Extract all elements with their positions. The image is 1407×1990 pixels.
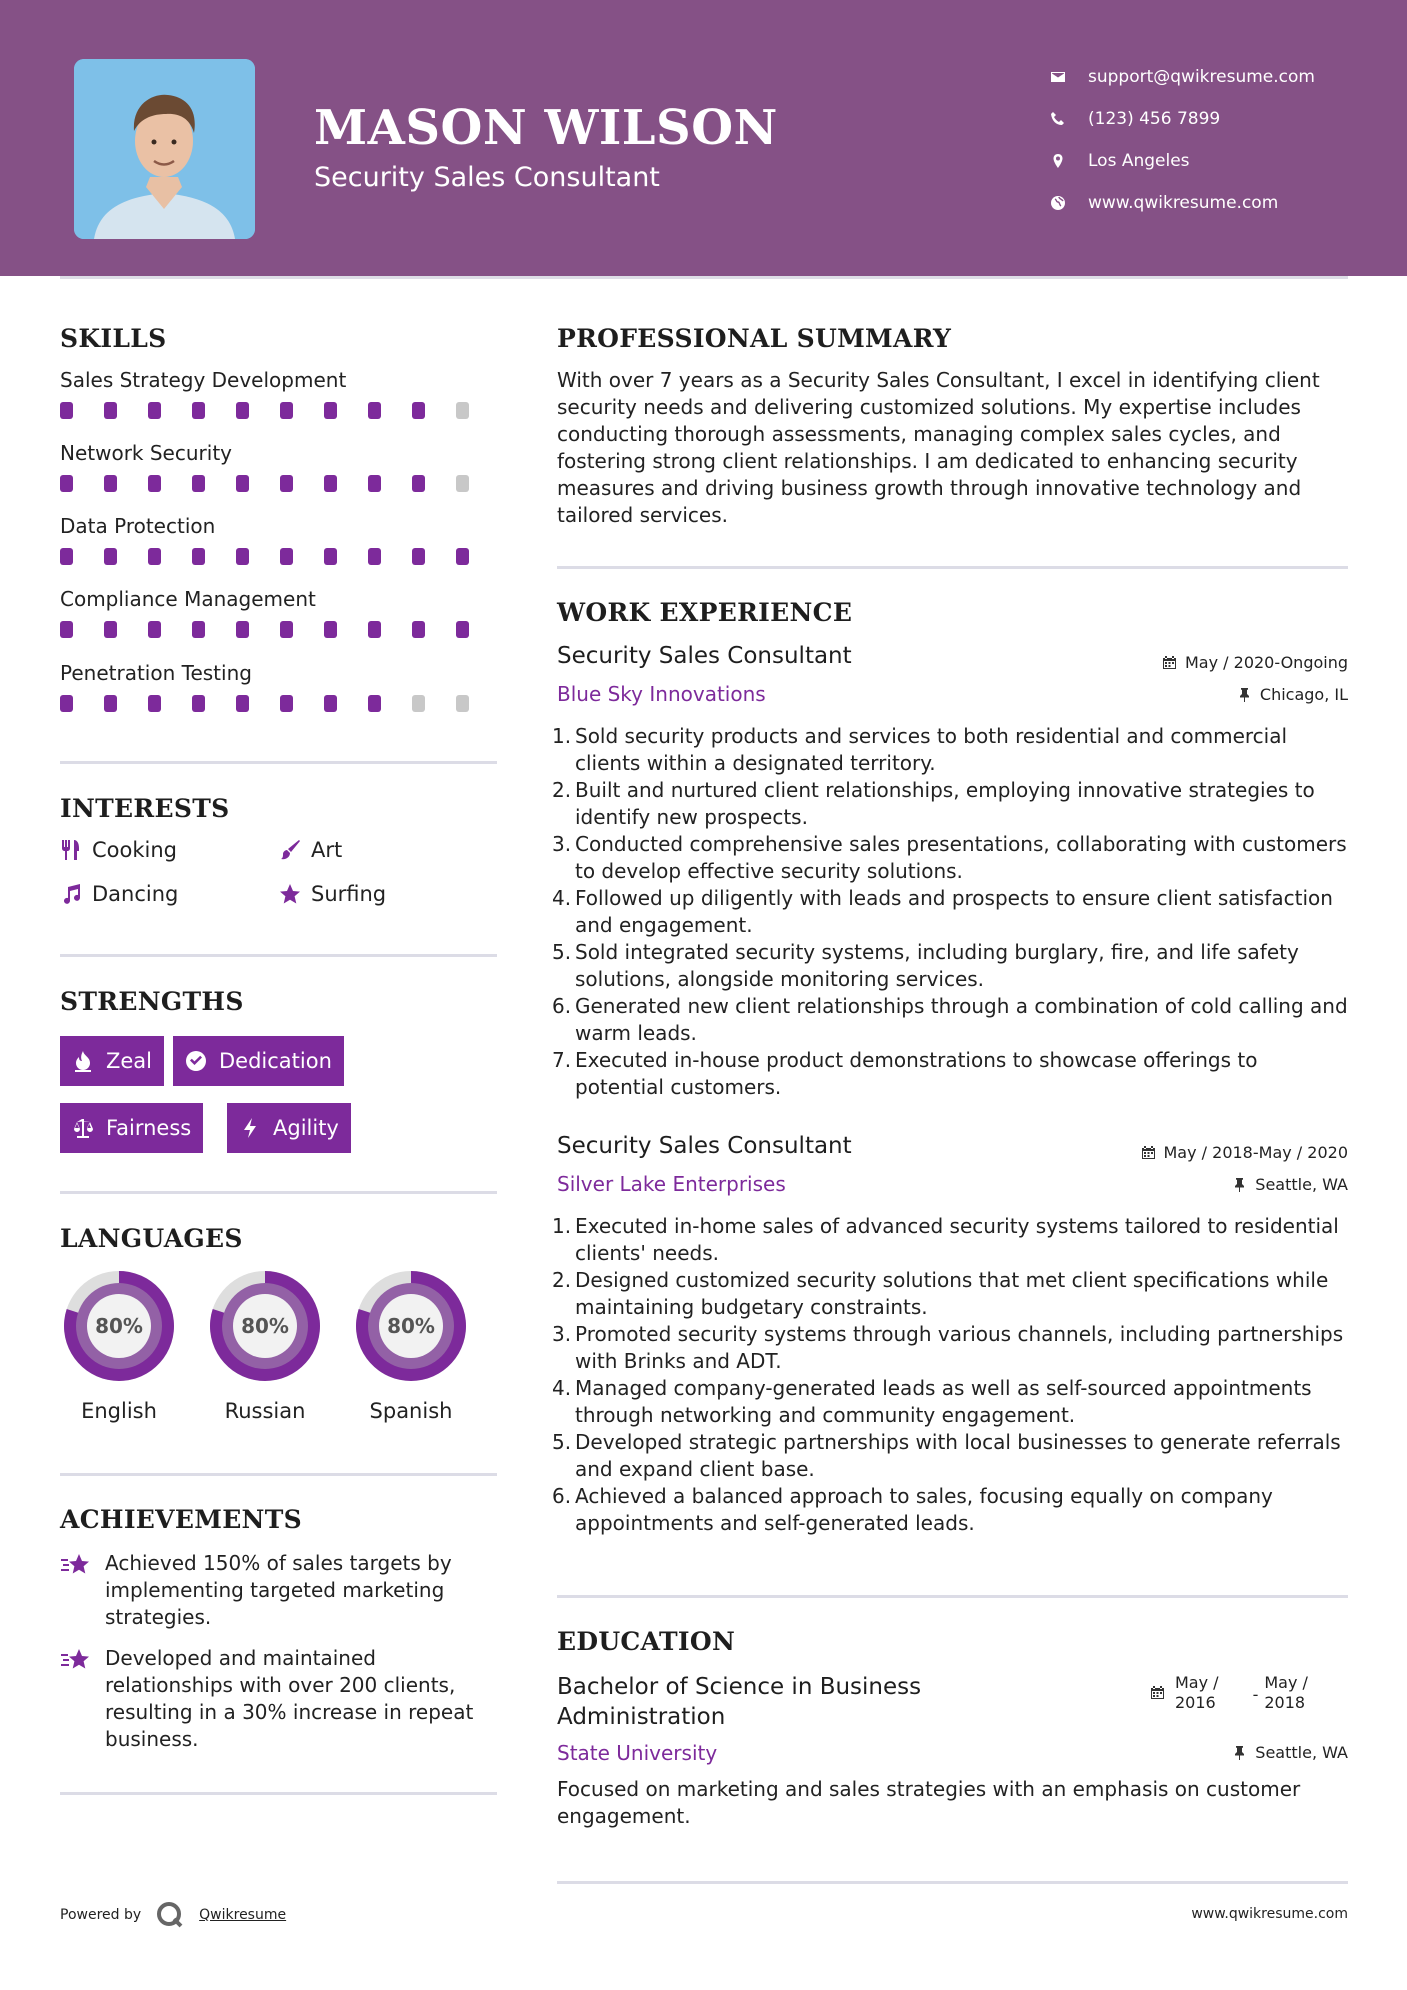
bullet-text: Executed in-home sales of advanced security systems tailored to residential clients' needs. — [575, 1214, 1339, 1265]
skill-dot-empty — [456, 695, 469, 712]
education-dates — [1150, 1673, 1308, 1713]
language-percent: 80% — [387, 1314, 435, 1338]
bullet-number: 3. — [552, 1322, 572, 1346]
interest-item — [279, 838, 342, 862]
skill-dot-filled — [368, 475, 381, 492]
bullet-number: 6. — [552, 1484, 572, 1508]
job-location-text: Seattle, WA — [1255, 1175, 1348, 1194]
contact-location — [1050, 140, 1315, 182]
interest-item — [60, 838, 177, 862]
achievements-heading: ACHIEVEMENTS — [60, 1505, 302, 1534]
language-item — [350, 1265, 472, 1423]
powered-by-text: Powered by — [60, 1907, 142, 1923]
skill-name: Sales Strategy Development — [60, 368, 347, 392]
check-circle-icon — [185, 1050, 207, 1072]
language-name: Russian — [224, 1399, 306, 1423]
contact-location-text: Los Angeles — [1088, 151, 1190, 171]
languages-heading: LANGUAGES — [60, 1224, 243, 1253]
pushpin-icon — [1232, 1745, 1247, 1760]
skill-dot-filled — [60, 475, 73, 492]
bullet-text: Sold security products and services to both residential and commercial clients within a designated territory. — [575, 724, 1288, 775]
section-divider — [557, 1595, 1348, 1598]
resume-header — [0, 0, 1407, 276]
interest-item — [60, 882, 178, 906]
skill-dot-filled — [456, 548, 469, 565]
contact-phone[interactable] — [1050, 98, 1315, 140]
language-donut — [350, 1265, 472, 1387]
summary-heading: PROFESSIONAL SUMMARY — [557, 324, 952, 353]
bullet-text: Built and nurtured client relationships, employing innovative strategies to identify new prospects. — [575, 778, 1315, 829]
language-name: Spanish — [369, 1399, 453, 1423]
footer-branding — [60, 1900, 286, 1930]
job-location — [1237, 685, 1348, 704]
bullet-number: 5. — [552, 1430, 572, 1454]
skill-dot-filled — [324, 402, 337, 419]
skill-dot-filled — [104, 475, 117, 492]
job-dates-text: May / 2020-Ongoing — [1185, 653, 1348, 672]
skill-item — [60, 514, 500, 565]
skill-dot-filled — [60, 402, 73, 419]
calendar-icon — [1141, 1145, 1156, 1160]
skill-dot-empty — [412, 695, 425, 712]
section-divider — [60, 954, 497, 957]
paintbrush-icon — [279, 839, 301, 861]
bullet-text: Developed strategic partnerships with local businesses to generate referrals and expand client base. — [575, 1430, 1341, 1481]
skill-rating — [60, 695, 500, 712]
skill-dot-filled — [148, 695, 161, 712]
location-pin-icon — [1050, 153, 1066, 169]
award-star-icon — [60, 1647, 92, 1675]
education-description: Focused on marketing and sales strategies with an emphasis on customer engagement. — [557, 1777, 1301, 1828]
interest-item — [279, 882, 386, 906]
skill-dot-filled — [280, 695, 293, 712]
education-end-year: 2018 — [1264, 1693, 1306, 1712]
skill-dot-filled — [368, 695, 381, 712]
skill-dot-filled — [324, 548, 337, 565]
skill-dot-filled — [280, 548, 293, 565]
school-name: State University — [557, 1741, 718, 1765]
footer-website[interactable]: www.qwikresume.com — [1191, 1906, 1348, 1922]
lightning-icon — [239, 1117, 261, 1139]
strength-label: Zeal — [106, 1049, 153, 1073]
skill-dot-filled — [60, 695, 73, 712]
job-bullet — [552, 939, 1352, 993]
skill-dot-empty — [456, 475, 469, 492]
job-dates-text: May / 2018-May / 2020 — [1163, 1143, 1348, 1162]
strength-badge — [227, 1103, 351, 1153]
skill-item — [60, 368, 500, 419]
education-end-month: May / — [1264, 1673, 1308, 1692]
language-item — [58, 1265, 180, 1423]
skill-dot-filled — [368, 621, 381, 638]
experience-heading: WORK EXPERIENCE — [557, 598, 853, 627]
strength-label: Fairness — [106, 1116, 192, 1140]
skill-dot-filled — [104, 621, 117, 638]
skill-dot-filled — [60, 621, 73, 638]
degree-title — [557, 1672, 921, 1732]
skill-name: Penetration Testing — [60, 661, 252, 685]
language-donut — [58, 1265, 180, 1387]
achievement-item — [60, 1550, 500, 1631]
job-dates — [1141, 1143, 1349, 1162]
bullet-text: Generated new client relationships through a combination of cold calling and warm leads. — [575, 994, 1348, 1045]
bullet-text: Followed up diligently with leads and prospects to ensure client satisfaction and engagement. — [575, 886, 1333, 937]
email-icon — [1050, 69, 1066, 85]
brand-link[interactable]: Qwikresume — [199, 1907, 287, 1923]
globe-icon — [1050, 195, 1066, 211]
bullet-number: 5. — [552, 940, 572, 964]
skill-dot-filled — [236, 475, 249, 492]
bullet-number: 7. — [552, 1048, 572, 1072]
pushpin-icon — [1232, 1177, 1247, 1192]
achievement-item — [60, 1645, 500, 1753]
job-bullet — [552, 1047, 1352, 1101]
skill-dot-filled — [104, 548, 117, 565]
job-bullet — [552, 1483, 1352, 1537]
contact-website[interactable] — [1050, 182, 1315, 224]
interest-label: Dancing — [92, 882, 179, 906]
calendar-icon — [1150, 1685, 1165, 1700]
job-bullet — [552, 1375, 1352, 1429]
achievement-text: Developed and maintained relationships with over 200 clients, resulting in a 30% increase in repeat business. — [105, 1646, 474, 1751]
strength-badge — [60, 1036, 164, 1086]
bullet-number: 4. — [552, 1376, 572, 1400]
education-start — [1175, 1673, 1219, 1713]
job-bullet — [552, 831, 1352, 885]
skill-dot-filled — [148, 548, 161, 565]
skill-rating — [60, 548, 500, 565]
job-bullet — [552, 1213, 1352, 1267]
job-bullet — [552, 1429, 1352, 1483]
bullet-number: 3. — [552, 832, 572, 856]
education-heading: EDUCATION — [557, 1627, 736, 1656]
skill-dot-filled — [192, 695, 205, 712]
language-percent: 80% — [241, 1314, 289, 1338]
skill-dot-filled — [192, 402, 205, 419]
pushpin-icon — [1237, 687, 1252, 702]
education-end — [1264, 1673, 1308, 1713]
contact-website-text: www.qwikresume.com — [1088, 193, 1279, 213]
utensils-icon — [60, 839, 82, 861]
skills-heading: SKILLS — [60, 324, 167, 353]
job-bullet — [552, 1321, 1352, 1375]
job-bullets — [552, 1213, 1352, 1537]
language-item — [204, 1265, 326, 1423]
job-title: Security Sales Consultant — [557, 643, 852, 669]
skill-dot-filled — [148, 621, 161, 638]
skill-dot-filled — [236, 695, 249, 712]
skill-dot-filled — [280, 402, 293, 419]
section-divider — [60, 1191, 497, 1194]
bullet-number: 1. — [552, 724, 572, 748]
contact-email[interactable] — [1050, 56, 1315, 98]
job-location-text: Chicago, IL — [1259, 685, 1348, 704]
skill-dot-filled — [60, 548, 73, 565]
skill-dot-filled — [192, 548, 205, 565]
skill-dot-filled — [104, 695, 117, 712]
company-name: Silver Lake Enterprises — [557, 1172, 786, 1196]
skill-item — [60, 441, 500, 492]
education-location-text: Seattle, WA — [1255, 1743, 1348, 1762]
award-star-icon — [60, 1552, 92, 1580]
skill-rating — [60, 621, 500, 638]
degree-line: Bachelor of Science in Business — [557, 1674, 922, 1700]
candidate-title: Security Sales Consultant — [314, 162, 660, 193]
skill-dot-filled — [412, 621, 425, 638]
interest-label: Surfing — [311, 882, 387, 906]
strength-label: Agility — [273, 1116, 339, 1140]
bullet-number: 2. — [552, 1268, 572, 1292]
bullet-number: 1. — [552, 1214, 572, 1238]
skill-dot-filled — [324, 475, 337, 492]
strengths-heading: STRENGTHS — [60, 987, 244, 1016]
company-name: Blue Sky Innovations — [557, 682, 766, 706]
job-bullet — [552, 885, 1352, 939]
skill-dot-filled — [104, 402, 117, 419]
contact-email-text: support@qwikresume.com — [1088, 67, 1315, 87]
bullet-text: Achieved a balanced approach to sales, focusing equally on company appointments and self-generated leads. — [575, 1484, 1273, 1535]
section-divider — [60, 1473, 497, 1476]
skill-item — [60, 587, 500, 638]
section-divider — [60, 761, 497, 764]
skill-dot-filled — [324, 695, 337, 712]
job-bullet — [552, 723, 1352, 777]
bullet-text: Designed customized security solutions that met client specifications while maintaining budgetary constraints. — [575, 1268, 1329, 1319]
section-divider — [557, 1881, 1348, 1884]
flame-icon — [72, 1050, 94, 1072]
skill-dot-empty — [456, 402, 469, 419]
job-bullet — [552, 777, 1352, 831]
section-divider — [557, 566, 1348, 569]
education-start-month: May / — [1175, 1673, 1219, 1692]
skill-dot-filled — [236, 402, 249, 419]
skill-name: Compliance Management — [60, 587, 316, 611]
skill-dot-filled — [368, 402, 381, 419]
language-name: English — [81, 1399, 157, 1423]
bullet-text: Conducted comprehensive sales presentations, collaborating with customers to develop effective security solutions. — [575, 832, 1347, 883]
profile-photo — [74, 59, 255, 239]
candidate-name: MASON WILSON — [314, 100, 778, 156]
contact-phone-text: (123) 456 7899 — [1088, 109, 1221, 129]
strength-label: Dedication — [219, 1049, 332, 1073]
skill-dot-filled — [412, 402, 425, 419]
skill-dot-filled — [324, 621, 337, 638]
bullet-number: 4. — [552, 886, 572, 910]
balance-scale-icon — [72, 1117, 94, 1139]
skill-dot-filled — [456, 621, 469, 638]
summary-text: With over 7 years as a Security Sales Consultant, I excel in identifying client security needs and delivering customized solutions. My expertise includes conducting thorough assessments, managing complex sales cycles, and fostering strong client relationships. I am dedicated to enhancing security measures and driving business growth through innovative technology and tailored services. — [557, 368, 1320, 527]
bullet-number: 2. — [552, 778, 572, 802]
interests-heading: INTERESTS — [60, 794, 230, 823]
music-note-icon — [60, 883, 82, 905]
interest-label: Cooking — [92, 838, 177, 862]
date-separator: - — [1252, 1685, 1259, 1704]
section-divider — [60, 1792, 497, 1795]
skill-dot-filled — [280, 621, 293, 638]
job-bullet — [552, 1267, 1352, 1321]
skill-dot-filled — [368, 548, 381, 565]
skill-rating — [60, 475, 500, 492]
bullet-text: Managed company-generated leads as well as self-sourced appointments through networking and community engagement. — [575, 1376, 1312, 1427]
skill-dot-filled — [236, 621, 249, 638]
skill-dot-filled — [412, 475, 425, 492]
calendar-icon — [1162, 655, 1177, 670]
education-location — [1232, 1743, 1348, 1762]
phone-icon — [1050, 111, 1066, 127]
skill-item — [60, 661, 500, 712]
contact-list — [1050, 56, 1315, 224]
skill-name: Network Security — [60, 441, 232, 465]
skill-name: Data Protection — [60, 514, 216, 538]
skill-dot-filled — [148, 475, 161, 492]
skill-dot-filled — [236, 548, 249, 565]
interest-label: Art — [311, 838, 343, 862]
job-location — [1232, 1175, 1348, 1194]
strength-badge — [60, 1103, 203, 1153]
degree-line: Administration — [557, 1704, 726, 1730]
skill-dot-filled — [148, 402, 161, 419]
qwikresume-logo-icon — [155, 1900, 185, 1930]
bullet-number: 6. — [552, 994, 572, 1018]
language-percent: 80% — [95, 1314, 143, 1338]
language-donut — [204, 1265, 326, 1387]
header-divider — [60, 276, 1348, 279]
skill-dot-filled — [192, 475, 205, 492]
skill-dot-filled — [412, 548, 425, 565]
skill-dot-filled — [192, 621, 205, 638]
strength-badge — [173, 1036, 344, 1086]
job-dates — [1162, 653, 1348, 672]
job-bullets — [552, 723, 1352, 1101]
job-bullet — [552, 993, 1352, 1047]
education-start-year: 2016 — [1175, 1693, 1216, 1712]
star-icon — [279, 883, 301, 905]
achievement-text: Achieved 150% of sales targets by implementing targeted marketing strategies. — [105, 1551, 452, 1629]
bullet-text: Executed in-house product demonstrations to showcase offerings to potential customers. — [575, 1048, 1258, 1099]
job-title: Security Sales Consultant — [557, 1133, 852, 1159]
bullet-text: Sold integrated security systems, including burglary, fire, and life safety solutions, alongside monitoring services. — [575, 940, 1299, 991]
skill-rating — [60, 402, 500, 419]
bullet-text: Promoted security systems through various channels, including partnerships with Brinks and ADT. — [575, 1322, 1344, 1373]
skill-dot-filled — [280, 475, 293, 492]
